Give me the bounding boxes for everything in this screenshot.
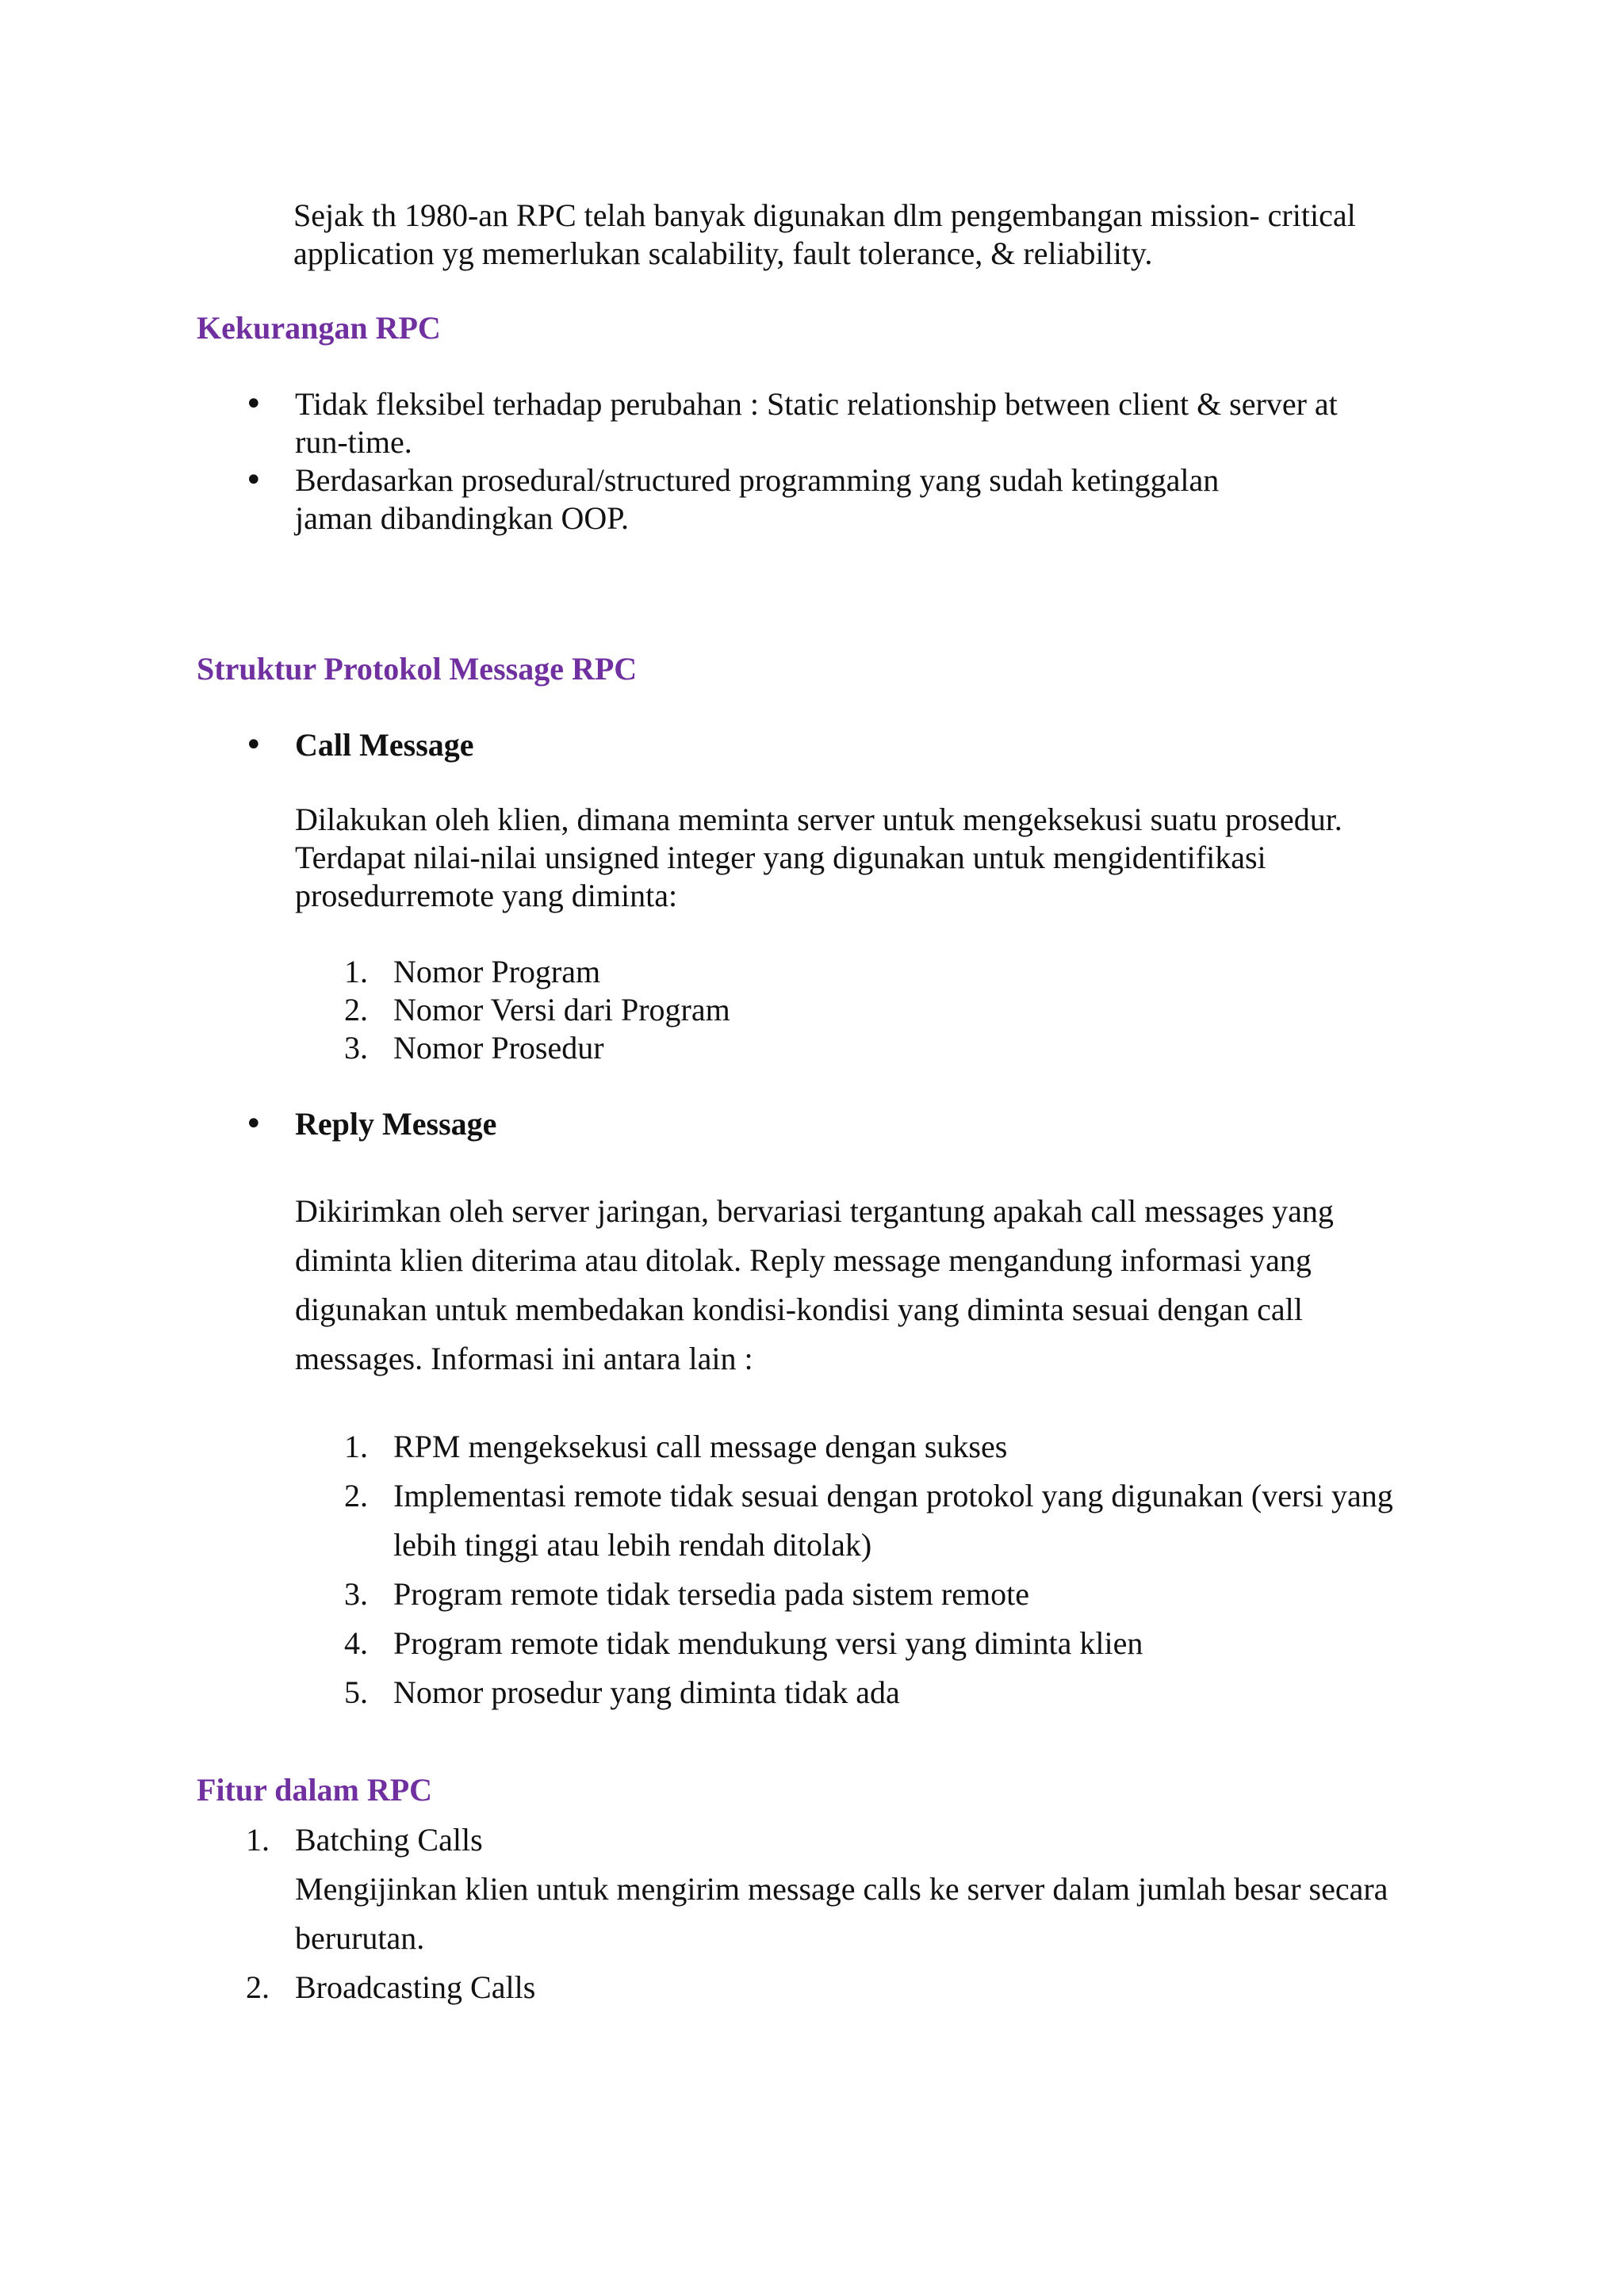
fitur-item-desc: Mengijinkan klien untuk mengirim message calls ke server dalam jumlah besar secara <box>295 1871 1388 1907</box>
bullet-icon: • <box>244 727 263 763</box>
list-number: 3. <box>344 1576 368 1612</box>
list-number: 5. <box>344 1674 368 1710</box>
list-item-text: RPM mengeksekusi call message dengan sukses <box>393 1429 1008 1464</box>
fitur-item-title: Batching Calls <box>295 1822 483 1858</box>
call-desc-line: Dilakukan oleh klien, dimana meminta server untuk mengeksekusi suatu prosedur. <box>295 802 1342 837</box>
kekurangan-item-line: run-time. <box>295 424 412 460</box>
list-item-text: Program remote tidak mendukung versi yang diminta klien <box>393 1625 1143 1661</box>
intro-paragraph <box>293 197 1356 273</box>
list-item-text: Nomor Versi dari Program <box>393 992 730 1027</box>
list-number: 2. <box>246 1969 270 2005</box>
list-number: 1. <box>246 1822 270 1858</box>
reply-message-description <box>295 1187 1334 1383</box>
call-desc-line: prosedurremote yang diminta: <box>295 878 678 913</box>
bullet-icon: • <box>244 462 263 499</box>
list-item-text: Nomor Program <box>393 954 601 989</box>
reply-desc-line: Dikirimkan oleh server jaringan, bervariasi tergantung apakah call messages yang <box>295 1193 1334 1229</box>
list-number: 4. <box>344 1625 368 1661</box>
call-desc-line: Terdapat nilai-nilai unsigned integer yang digunakan untuk mengidentifikasi <box>295 840 1266 875</box>
heading-kekurangan: Kekurangan RPC <box>197 310 441 346</box>
call-message-description <box>295 801 1342 915</box>
bullet-icon: • <box>244 1106 263 1142</box>
heading-struktur: Struktur Protokol Message RPC <box>197 651 638 687</box>
list-item-text: lebih tinggi atau lebih rendah ditolak) <box>393 1527 872 1563</box>
list-item-text: Nomor prosedur yang diminta tidak ada <box>393 1674 900 1710</box>
reply-message-title: Reply Message <box>295 1106 497 1142</box>
list-number: 1. <box>344 954 368 989</box>
list-number: 2. <box>344 992 368 1027</box>
reply-desc-line: messages. Informasi ini antara lain : <box>295 1341 753 1376</box>
fitur-item-title: Broadcasting Calls <box>295 1969 536 2005</box>
fitur-item-desc: berurutan. <box>295 1920 425 1956</box>
list-item-text: Implementasi remote tidak sesuai dengan protokol yang digunakan (versi yang <box>393 1478 1393 1513</box>
list-number: 2. <box>344 1478 368 1513</box>
kekurangan-item-line: Tidak fleksibel terhadap perubahan : Static relationship between client & server at <box>295 386 1338 422</box>
intro-line: Sejak th 1980-an RPC telah banyak digunakan dlm pengembangan mission- critical <box>293 197 1356 233</box>
call-message-title: Call Message <box>295 727 474 763</box>
list-item-text: Program remote tidak tersedia pada sistem remote <box>393 1576 1029 1612</box>
bullet-icon: • <box>244 386 263 423</box>
list-number: 1. <box>344 1429 368 1464</box>
reply-desc-line: digunakan untuk membedakan kondisi-kondisi yang diminta sesuai dengan call <box>295 1292 1303 1327</box>
heading-fitur: Fitur dalam RPC <box>197 1772 433 1808</box>
kekurangan-item-line: Berdasarkan prosedural/structured programming yang sudah ketinggalan <box>295 462 1220 498</box>
reply-desc-line: diminta klien diterima atau ditolak. Reply message mengandung informasi yang <box>295 1242 1312 1278</box>
kekurangan-item-line: jaman dibandingkan OOP. <box>295 500 630 536</box>
list-item-text: Nomor Prosedur <box>393 1030 604 1066</box>
list-number: 3. <box>344 1030 368 1066</box>
intro-line: application yg memerlukan scalability, fault tolerance, & reliability. <box>293 235 1153 271</box>
